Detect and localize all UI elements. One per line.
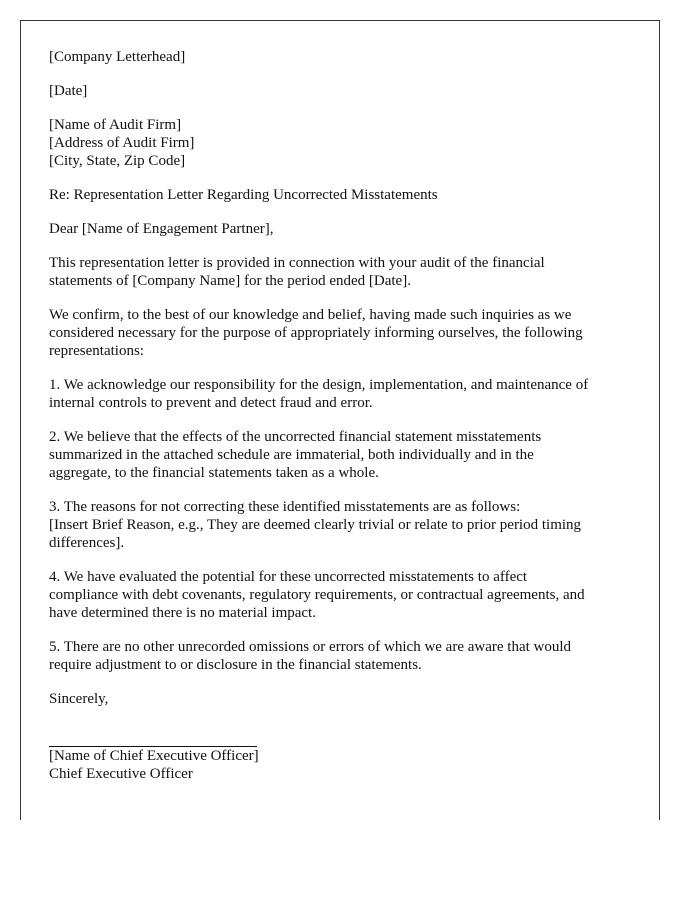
body-paragraph bbox=[49, 254, 588, 290]
paragraph-line: summarized in the attached schedule are immaterial, both individually and in the bbox=[49, 447, 534, 463]
paragraph-line: [Insert Brief Reason, e.g., They are deemed clearly trivial or relate to prior period timing bbox=[49, 517, 582, 533]
paragraph-line: statements of [Company Name] for the period ended [Date]. bbox=[49, 273, 411, 289]
paragraph-line: have determined there is no material impact. bbox=[49, 605, 316, 621]
body-paragraph bbox=[49, 638, 588, 674]
paragraph-line: We confirm, to the best of our knowledge and belief, having made such inquiries as we bbox=[49, 307, 572, 323]
recipient-firm: [Name of Audit Firm] bbox=[49, 117, 182, 133]
body-paragraph bbox=[49, 428, 588, 482]
recipient-address bbox=[49, 116, 588, 170]
paragraph-line: 3. The reasons for not correcting these identified misstatements are as follows: bbox=[49, 499, 521, 515]
paragraph-line: aggregate, to the financial statements taken as a whole. bbox=[49, 465, 379, 481]
paragraph-line: require adjustment to or disclosure in the financial statements. bbox=[49, 657, 422, 673]
salutation: Dear [Name of Engagement Partner], bbox=[49, 221, 274, 237]
subject-line: Re: Representation Letter Regarding Uncorrected Misstatements bbox=[49, 187, 438, 203]
signer-title: Chief Executive Officer bbox=[49, 766, 193, 782]
body-paragraph bbox=[49, 498, 588, 552]
paragraph-line: internal controls to prevent and detect fraud and error. bbox=[49, 395, 373, 411]
signature-block bbox=[49, 747, 588, 783]
body-paragraph bbox=[49, 306, 588, 360]
body-paragraph bbox=[49, 376, 588, 412]
recipient-address-line: [Address of Audit Firm] bbox=[49, 135, 195, 151]
recipient-city: [City, State, Zip Code] bbox=[49, 153, 186, 169]
paragraph-line: 2. We believe that the effects of the uncorrected financial statement misstatements bbox=[49, 429, 542, 445]
signer-name: [Name of Chief Executive Officer] bbox=[49, 748, 259, 764]
paragraph-line: compliance with debt covenants, regulatory requirements, or contractual agreements, and bbox=[49, 587, 585, 603]
paragraph-line: differences]. bbox=[49, 535, 125, 551]
letter-body bbox=[49, 48, 588, 783]
paragraph-line: 1. We acknowledge our responsibility for the design, implementation, and maintenance of bbox=[49, 377, 589, 393]
paragraph-line: 4. We have evaluated the potential for these uncorrected misstatements to affect bbox=[49, 569, 528, 585]
paragraph-line: representations: bbox=[49, 343, 144, 359]
closing: Sincerely, bbox=[49, 691, 109, 707]
paragraph-line: This representation letter is provided in connection with your audit of the financial bbox=[49, 255, 545, 271]
letterhead: [Company Letterhead] bbox=[49, 49, 186, 65]
letter-date: [Date] bbox=[49, 83, 88, 99]
body-paragraph bbox=[49, 568, 588, 622]
paragraph-line: considered necessary for the purpose of appropriately informing ourselves, the following bbox=[49, 325, 583, 341]
paragraph-line: 5. There are no other unrecorded omissions or errors of which we are aware that would bbox=[49, 639, 572, 655]
